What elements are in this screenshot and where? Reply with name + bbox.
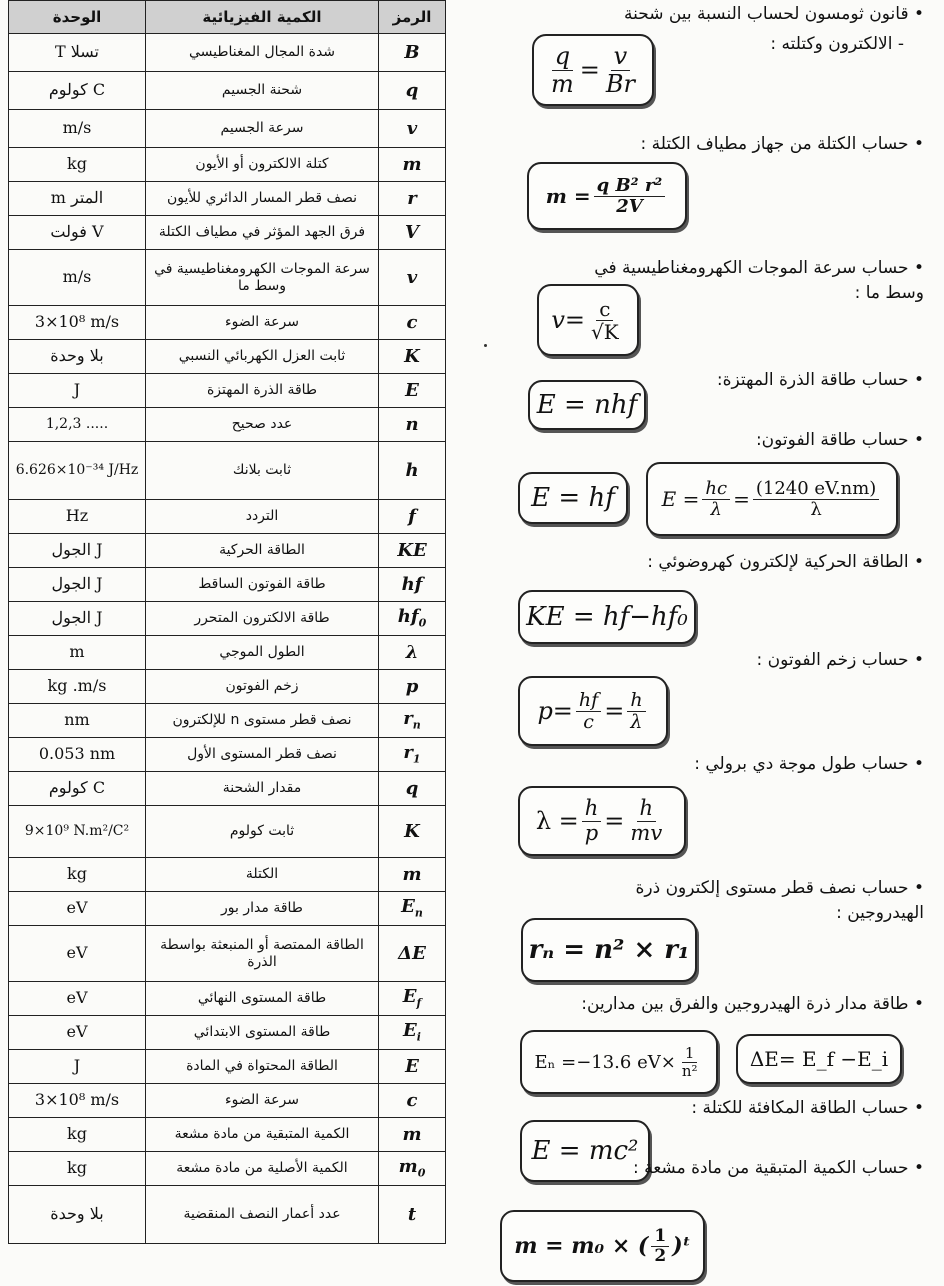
- unit-cell: m/s: [9, 110, 146, 148]
- quantity-cell: طاقة مدار بور: [146, 892, 379, 926]
- table-row: [9, 340, 446, 374]
- symbol-cell: [379, 670, 446, 704]
- symbol-main: m: [402, 153, 422, 175]
- table-row: [9, 34, 446, 72]
- unit-cell: m المتر: [9, 182, 146, 216]
- table-row: [9, 442, 446, 500]
- f8-eq: =: [604, 697, 625, 725]
- symbol-cell: [379, 892, 446, 926]
- note-photoelectric: • الطاقة الحركية لإلكترون كهروضوئي :: [647, 552, 924, 572]
- table-row: [9, 1016, 446, 1050]
- table-row: [9, 568, 446, 602]
- unit-cell: 3×10⁸ m/s: [9, 306, 146, 340]
- formula-photoelectric: KE = hf−hf₀: [518, 590, 696, 644]
- symbol-subscript: n: [412, 718, 421, 732]
- table-row: [9, 110, 446, 148]
- table-row: [9, 408, 446, 442]
- table-row: [9, 250, 446, 306]
- symbol-cell: [379, 110, 446, 148]
- table-row: [9, 670, 446, 704]
- symbol-main: λ: [405, 641, 419, 663]
- quantity-cell: سرعة الجسيم: [146, 110, 379, 148]
- table-row: [9, 892, 446, 926]
- symbol-main: r: [403, 742, 413, 764]
- unit-cell: kg: [9, 1152, 146, 1186]
- f6-num2: (1240 eV.nm): [753, 479, 879, 500]
- unit-cell: eV: [9, 1016, 146, 1050]
- symbol-cell: [379, 858, 446, 892]
- symbol-cell: [379, 250, 446, 306]
- symbol-main: B: [404, 41, 420, 63]
- symbol-cell: [379, 340, 446, 374]
- symbol-cell: [379, 216, 446, 250]
- symbol-cell: [379, 72, 446, 110]
- unit-cell: J: [9, 1050, 146, 1084]
- unit-cell: 1,2,3 .....: [9, 408, 146, 442]
- unit-cell: kg: [9, 1118, 146, 1152]
- unit-cell: فولت V: [9, 216, 146, 250]
- quantity-cell: طاقة الفوتون الساقط: [146, 568, 379, 602]
- table-row: [9, 1152, 446, 1186]
- f6-eq: =: [733, 487, 750, 511]
- formula-em-speed: [537, 284, 639, 356]
- table-row: [9, 216, 446, 250]
- symbol-main: p: [405, 675, 419, 697]
- f14-num: 1: [651, 1227, 669, 1247]
- f1-q: q: [552, 43, 573, 70]
- table-row: [9, 636, 446, 670]
- symbol-cell: [379, 568, 446, 602]
- quantity-cell: نصف قطر المستوى الأول: [146, 738, 379, 772]
- symbol-main: h: [405, 459, 419, 481]
- symbol-main: m: [398, 1156, 418, 1178]
- symbol-main: E: [405, 379, 419, 401]
- note-atom-energy: • حساب طاقة الذرة المهتزة:: [716, 370, 924, 390]
- unit-cell: 3×10⁸ m/s: [9, 1084, 146, 1118]
- quantity-cell: الكتلة: [146, 858, 379, 892]
- symbol-cell: [379, 1118, 446, 1152]
- formula-atom-energy: E = nhf: [528, 380, 646, 430]
- symbol-cell: [379, 806, 446, 858]
- symbol-subscript: 0: [418, 616, 427, 630]
- note-hydrogen-energy: • طاقة مدار ذرة الهيدروجين والفرق بين مدارين:: [581, 994, 924, 1014]
- symbol-main: E: [405, 1055, 419, 1077]
- symbol-cell: [379, 306, 446, 340]
- f9-num1: h: [582, 797, 602, 821]
- f2-den: 2V: [616, 195, 643, 217]
- note-photon-momentum: • حساب زخم الفوتون :: [756, 650, 924, 670]
- unit-cell: Hz: [9, 500, 146, 534]
- symbol-subscript: f: [416, 996, 422, 1010]
- table-row: [9, 806, 446, 858]
- table-row: [9, 306, 446, 340]
- symbol-main: n: [405, 413, 419, 435]
- quantity-cell: طاقة المستوى الابتدائي: [146, 1016, 379, 1050]
- table-row: [9, 982, 446, 1016]
- quantity-cell: كتلة الالكترون أو الأيون: [146, 148, 379, 182]
- f9-lhs: λ =: [535, 807, 579, 835]
- formula-mass-spec: [527, 162, 687, 230]
- symbol-main: V: [405, 221, 419, 243]
- quantity-cell: شدة المجال المغناطيسي: [146, 34, 379, 72]
- unit-cell: الجول J: [9, 534, 146, 568]
- header-unit: الوحدة: [9, 1, 146, 34]
- table-row: [9, 926, 446, 982]
- unit-cell: kg: [9, 858, 146, 892]
- f9-den1: p: [584, 820, 599, 845]
- formula-thomson: [532, 34, 654, 106]
- unit-cell: كولوم C: [9, 72, 146, 110]
- quantity-cell: فرق الجهد المؤثر في مطياف الكتلة: [146, 216, 379, 250]
- unit-cell: بلا وحدة: [9, 340, 146, 374]
- unit-cell: m/s: [9, 250, 146, 306]
- note-mass-energy: • حساب الطاقة المكافئة للكتلة :: [691, 1098, 924, 1118]
- note-thomson: • قانون ثومسون لحساب النسبة بين شحنة: [623, 4, 924, 24]
- unit-cell: الجول J: [9, 602, 146, 636]
- f6-den1: λ: [710, 498, 722, 520]
- symbol-cell: [379, 148, 446, 182]
- symbol-main: r: [407, 187, 417, 209]
- f3-lhs: v=: [551, 306, 585, 334]
- symbol-subscript: n: [414, 906, 423, 920]
- unit-cell: eV: [9, 926, 146, 982]
- quantity-cell: طاقة الذرة المهتزة: [146, 374, 379, 408]
- symbol-main: hf: [397, 606, 419, 628]
- symbol-main: q: [405, 79, 419, 101]
- symbol-cell: [379, 704, 446, 738]
- quantity-cell: سرعة الضوء: [146, 306, 379, 340]
- symbol-main: E: [403, 1020, 417, 1042]
- symbol-cell: [379, 1050, 446, 1084]
- quantity-cell: طاقة الالكترون المتحرر: [146, 602, 379, 636]
- f6-den2: λ: [810, 498, 822, 520]
- header-quantity: الكمية الفيزيائية: [146, 1, 379, 34]
- quantity-cell: عدد صحيح: [146, 408, 379, 442]
- quantity-cell: شحنة الجسيم: [146, 72, 379, 110]
- unit-cell: كولوم C: [9, 772, 146, 806]
- table-row: [9, 704, 446, 738]
- symbol-main: K: [404, 820, 420, 842]
- unit-cell: eV: [9, 982, 146, 1016]
- symbol-cell: [379, 1152, 446, 1186]
- symbol-cell: [379, 1016, 446, 1050]
- table-row: [9, 1186, 446, 1244]
- symbol-main: v: [406, 266, 418, 288]
- quantity-cell: ثابت العزل الكهربائي النسبي: [146, 340, 379, 374]
- table-row: [9, 1050, 446, 1084]
- note-hydrogen-radius: • حساب نصف قطر مستوى إلكترون ذرة الهيدروجين :: [635, 878, 924, 923]
- f1-v: v: [611, 43, 631, 70]
- table-row: [9, 858, 446, 892]
- symbol-main: hf: [401, 573, 423, 595]
- formula-mass-energy: E = mc²: [520, 1120, 650, 1182]
- symbol-cell: [379, 982, 446, 1016]
- f3-den: √K: [590, 319, 619, 344]
- unit-cell: eV: [9, 892, 146, 926]
- quantity-cell: عدد أعمار النصف المنقضية: [146, 1186, 379, 1244]
- symbol-cell: [379, 374, 446, 408]
- quantity-cell: نصف قطر مستوى n للإلكترون: [146, 704, 379, 738]
- symbol-main: t: [407, 1203, 417, 1225]
- quantity-cell: الطول الموجي: [146, 636, 379, 670]
- formula-photon-momentum: [518, 676, 668, 746]
- unit-cell: بلا وحدة: [9, 1186, 146, 1244]
- f6-lhs: E =: [661, 487, 700, 511]
- f8-lhs: p=: [537, 697, 573, 725]
- table-header: [9, 1, 446, 34]
- table-row: [9, 148, 446, 182]
- quantity-cell: مقدار الشحنة: [146, 772, 379, 806]
- symbol-main: c: [406, 311, 418, 333]
- f8-num1: hf: [576, 690, 601, 712]
- unit-cell: الجول J: [9, 568, 146, 602]
- f9-num2: h: [637, 797, 657, 821]
- symbol-cell: [379, 500, 446, 534]
- formula-photon-energy-2: [646, 462, 898, 536]
- symbol-main: r: [403, 708, 413, 730]
- table-row: [9, 534, 446, 568]
- quantity-cell: الطاقة الممتصة أو المنبعثة بواسطة الذرة: [146, 926, 379, 982]
- f2-num: q B² r²: [594, 176, 666, 197]
- symbol-cell: [379, 1186, 446, 1244]
- note-photon-energy: • حساب طاقة الفوتون:: [755, 430, 924, 450]
- symbol-cell: [379, 602, 446, 636]
- unit-cell: kg .m/s: [9, 670, 146, 704]
- f11-den: n²: [681, 1061, 698, 1080]
- table-row: [9, 182, 446, 216]
- symbol-cell: [379, 34, 446, 72]
- table-row: [9, 1118, 446, 1152]
- f8-den1: c: [583, 710, 594, 733]
- f14-lhs: m = m₀ × (: [514, 1233, 649, 1259]
- symbol-cell: [379, 926, 446, 982]
- symbol-main: m: [402, 863, 422, 885]
- quantity-cell: سرعة الموجات الكهرومغناطيسية في وسط ما: [146, 250, 379, 306]
- unit-cell: T تسلا: [9, 34, 146, 72]
- symbol-main: c: [406, 1089, 418, 1111]
- symbol-main: KE: [397, 539, 427, 561]
- f3-num: c: [596, 298, 613, 321]
- table-row: [9, 1084, 446, 1118]
- symbol-cell: [379, 442, 446, 500]
- f6-num1: hc: [702, 479, 730, 500]
- symbol-cell: [379, 534, 446, 568]
- table-row: [9, 374, 446, 408]
- symbol-subscript: i: [416, 1030, 421, 1044]
- unit-cell: m: [9, 636, 146, 670]
- f1-m: m: [551, 69, 574, 98]
- header-symbol: الرمز: [379, 1, 446, 34]
- table-body: [9, 34, 446, 1244]
- symbol-subscript: 1: [412, 752, 421, 766]
- f2-lhs: m =: [545, 184, 591, 208]
- symbol-cell: [379, 772, 446, 806]
- formula-energy-difference: ΔE= E_f −E_i: [736, 1034, 902, 1084]
- quantity-cell: زخم الفوتون: [146, 670, 379, 704]
- symbol-main: m: [402, 1123, 422, 1145]
- symbol-main: K: [404, 345, 420, 367]
- symbol-cell: [379, 1084, 446, 1118]
- symbol-main: q: [405, 777, 419, 799]
- table-row: [9, 72, 446, 110]
- quantity-cell: ثابت بلانك: [146, 442, 379, 500]
- f1-br: Br: [605, 69, 635, 98]
- unit-cell: 0.053 nm: [9, 738, 146, 772]
- note-em-speed: • حساب سرعة الموجات الكهرومغناطيسية في وسط ما :: [594, 258, 924, 303]
- stray-dot: [484, 344, 487, 347]
- symbol-subscript: 0: [417, 1166, 426, 1180]
- table-row: [9, 602, 446, 636]
- symbols-table: [8, 0, 446, 1244]
- formula-remaining: [500, 1210, 705, 1282]
- quantity-cell: التردد: [146, 500, 379, 534]
- f1-eq: =: [579, 56, 600, 84]
- unit-cell: J: [9, 374, 146, 408]
- formula-de-broglie: [518, 786, 686, 856]
- note-mass-spec: • حساب الكتلة من جهاز مطياف الكتلة :: [640, 134, 924, 154]
- quantity-cell: طاقة المستوى النهائي: [146, 982, 379, 1016]
- quantity-cell: الكمية الأصلية من مادة مشعة: [146, 1152, 379, 1186]
- symbol-main: E: [401, 896, 415, 918]
- note-remaining: • حساب الكمية المتبقية من مادة مشعة :: [632, 1158, 924, 1178]
- quantity-cell: سرعة الضوء: [146, 1084, 379, 1118]
- f11-lhs: Eₙ =−13.6 eV×: [534, 1051, 676, 1073]
- f11-num: 1: [682, 1045, 698, 1063]
- unit-cell: 6.626×10⁻³⁴ J/Hz: [9, 442, 146, 500]
- unit-cell: 9×10⁹ N.m²/C²: [9, 806, 146, 858]
- symbol-main: v: [406, 117, 418, 139]
- quantity-cell: ثابت كولوم: [146, 806, 379, 858]
- note-de-broglie: • حساب طول موجة دي برولي :: [694, 754, 924, 774]
- note-thomson-2: - الالكترون وكتلته :: [770, 34, 904, 54]
- f9-eq: =: [604, 807, 625, 835]
- f14-den: 2: [654, 1245, 667, 1266]
- symbol-cell: [379, 408, 446, 442]
- formula-photon-energy-1: E = hf: [518, 472, 628, 524]
- table-row: [9, 738, 446, 772]
- symbol-main: ΔE: [398, 942, 426, 964]
- unit-cell: kg: [9, 148, 146, 182]
- symbol-main: E: [402, 986, 417, 1008]
- f8-num2: h: [627, 690, 645, 712]
- quantity-cell: نصف قطر المسار الدائري للأيون: [146, 182, 379, 216]
- symbol-cell: [379, 636, 446, 670]
- unit-cell: nm: [9, 704, 146, 738]
- quantity-cell: الطاقة الحركية: [146, 534, 379, 568]
- f14-rhs: )ᵗ: [672, 1233, 691, 1259]
- f9-den2: mv: [630, 820, 663, 845]
- f8-den2: λ: [630, 710, 643, 733]
- table-row: [9, 500, 446, 534]
- symbol-cell: [379, 182, 446, 216]
- formula-hydrogen-energy: [520, 1030, 718, 1094]
- quantity-cell: الطاقة المحتواة في المادة: [146, 1050, 379, 1084]
- symbol-cell: [379, 738, 446, 772]
- formula-hydrogen-radius: rₙ = n² × r₁: [521, 918, 697, 982]
- table-row: [9, 772, 446, 806]
- quantity-cell: الكمية المتبقية من مادة مشعة: [146, 1118, 379, 1152]
- symbol-main: f: [408, 505, 416, 527]
